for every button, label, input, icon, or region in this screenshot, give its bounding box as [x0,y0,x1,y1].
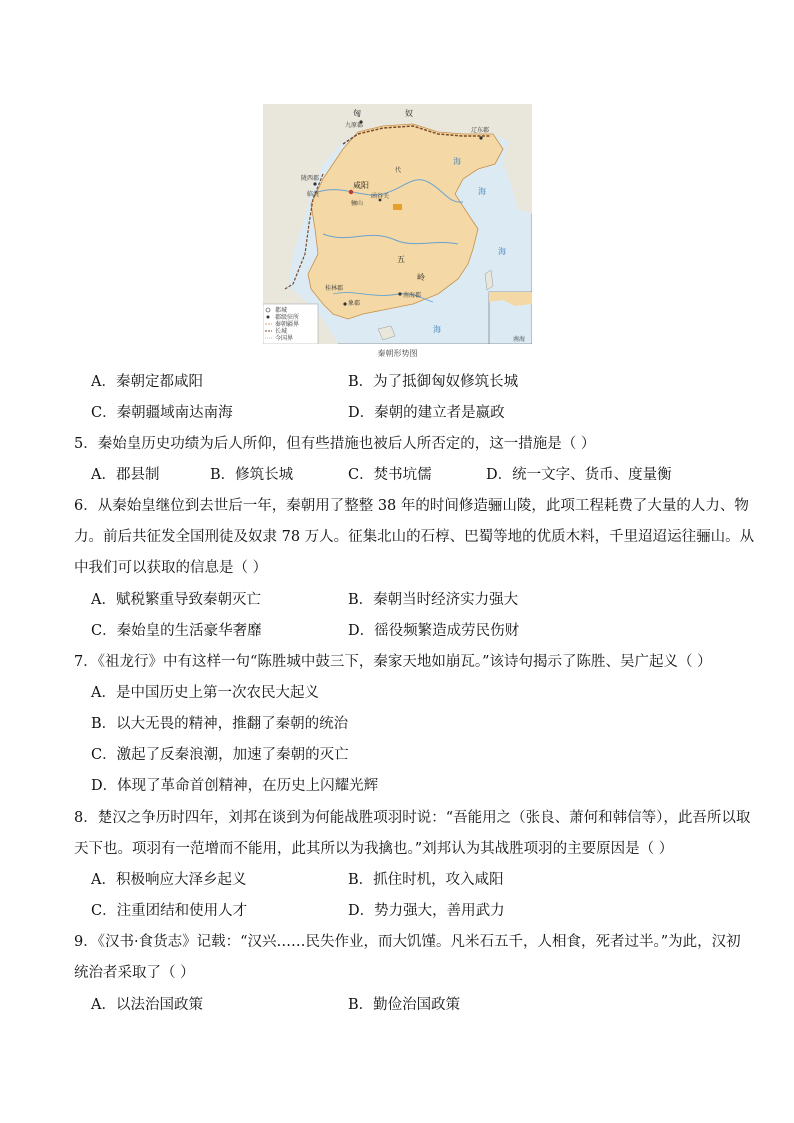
question-stem: 天下也。项羽有一范增而不能用，此其所以为我擒也。”刘邦认为其战胜项羽的主要原因是（ ） [74,841,674,857]
option-text: C．激起了反秦浪潮，加速了秦朝的灭亡 [91,747,349,763]
map-label: 咸阳 [353,181,369,190]
option-text: A．郡县制 [91,467,160,483]
map-label: 临洮 [307,191,320,198]
option-text: B．抓住时机，攻入咸阳 [348,872,504,888]
highlight-marker [393,204,402,210]
question-stem: 中我们可以获取的信息是（ ） [74,560,268,576]
option-text: A．积极响应大泽乡起义 [91,872,247,888]
legend-commandery-symbol [267,316,270,319]
option-text: C．秦朝疆域南达南海 [91,405,233,421]
question-stem: 统治者采取了（ ） [74,965,195,981]
map-label: 桂林郡 [325,285,344,292]
option-text: A．是中国历史上第一次农民大起义 [91,685,319,701]
commandery-marker [398,292,401,295]
legend-item: 都城 [275,307,288,314]
option-text: B．以大无畏的精神，推翻了秦朝的统治 [91,716,349,732]
option-text: B．勤俭治国政策 [348,997,461,1013]
qin-dynasty-map [263,104,532,344]
map-label: 九原郡 [345,122,364,129]
question-stem: 力。前后共征发全国刑徒及奴隶 78 万人。征集北山的石椁、巴蜀等地的优质木料，千里迢迢运往骊山。从 [74,529,755,545]
option-text: A．以法治国政策 [91,997,203,1013]
option-text: C．注重团结和使用人才 [91,903,248,919]
legend-item: 长城 [275,328,288,335]
sea-label: 海 [498,247,506,256]
option-text: C．焚书坑儒 [348,467,432,483]
option-text: C．秦始皇的生活豪华奢靡 [91,623,262,639]
question-stem: 6．从秦始皇继位到去世后一年，秦朝用了整整 38 年的时间修造骊山陵，此项工程耗费了大量的人力、物 [74,498,749,514]
sea-label: 海 [433,325,441,334]
commandery-marker [343,302,346,305]
capital-marker [349,190,353,194]
map-label: 辽东郡 [471,127,490,134]
option-text: B．为了抵御匈奴修筑长城 [348,374,519,390]
map-label: 陇西郡 [301,175,320,182]
map-label: 匈 [353,109,361,118]
option-text: D．势力强大，善用武力 [348,903,505,919]
commandery-marker [479,136,482,139]
sea-label: 海 [478,187,486,196]
sea-label: 海 [453,157,461,166]
legend-item: 今国界 [275,335,294,342]
map-caption: 秦朝形势图 [377,349,418,358]
map-label: 函谷关 [371,193,390,200]
question-stem: 5．秦始皇历史功绩为后人所仰，但有些措施也被后人所否定的，这一措施是（ ） [74,436,596,452]
inset-label: 南海 [513,336,526,343]
commandery-marker [313,182,316,185]
map-label: 五 [397,255,405,264]
map-label: 代 [395,167,402,174]
option-text: D．徭役频繁造成劳民伤财 [348,623,520,639]
map-label: 骊山 [351,200,364,207]
map-label: 岭 [417,273,425,282]
legend-item: 郡级驻所 [275,314,300,321]
option-text: B．秦朝当时经济实力强大 [348,592,519,608]
option-text: D．统一文字、货币、度量衡 [486,467,672,483]
option-text: B．修筑长城 [210,467,294,483]
option-text: A．秦朝定都咸阳 [91,374,203,390]
question-stem: 8．楚汉之争历时四年，刘邦在谈到为何能战胜项羽时说：“吾能用之（张良、萧何和韩信等），此吾所以取 [74,810,751,826]
legend-item: 秦朝疆界 [275,321,300,328]
option-text: D．体现了革命首创精神，在历史上闪耀光辉 [91,778,379,794]
question-stem: 9．《汉书·食货志》记载：“汉兴……民失作业，而大饥馑。凡米石五千，人相食，死者过半。”为此，汉初 [74,934,741,950]
map-label: 象郡 [348,300,361,307]
map-label: 南海郡 [403,292,422,299]
option-text: A．赋税繁重导致秦朝灭亡 [91,592,261,608]
question-stem: 7．《祖龙行》中有这样一句“陈胜城中鼓三下，秦家天地如崩瓦。”该诗句揭示了陈胜、吴广起义（ ） [74,654,712,670]
map-label: 奴 [405,109,413,118]
option-text: D．秦朝的建立者是嬴政 [348,405,505,421]
